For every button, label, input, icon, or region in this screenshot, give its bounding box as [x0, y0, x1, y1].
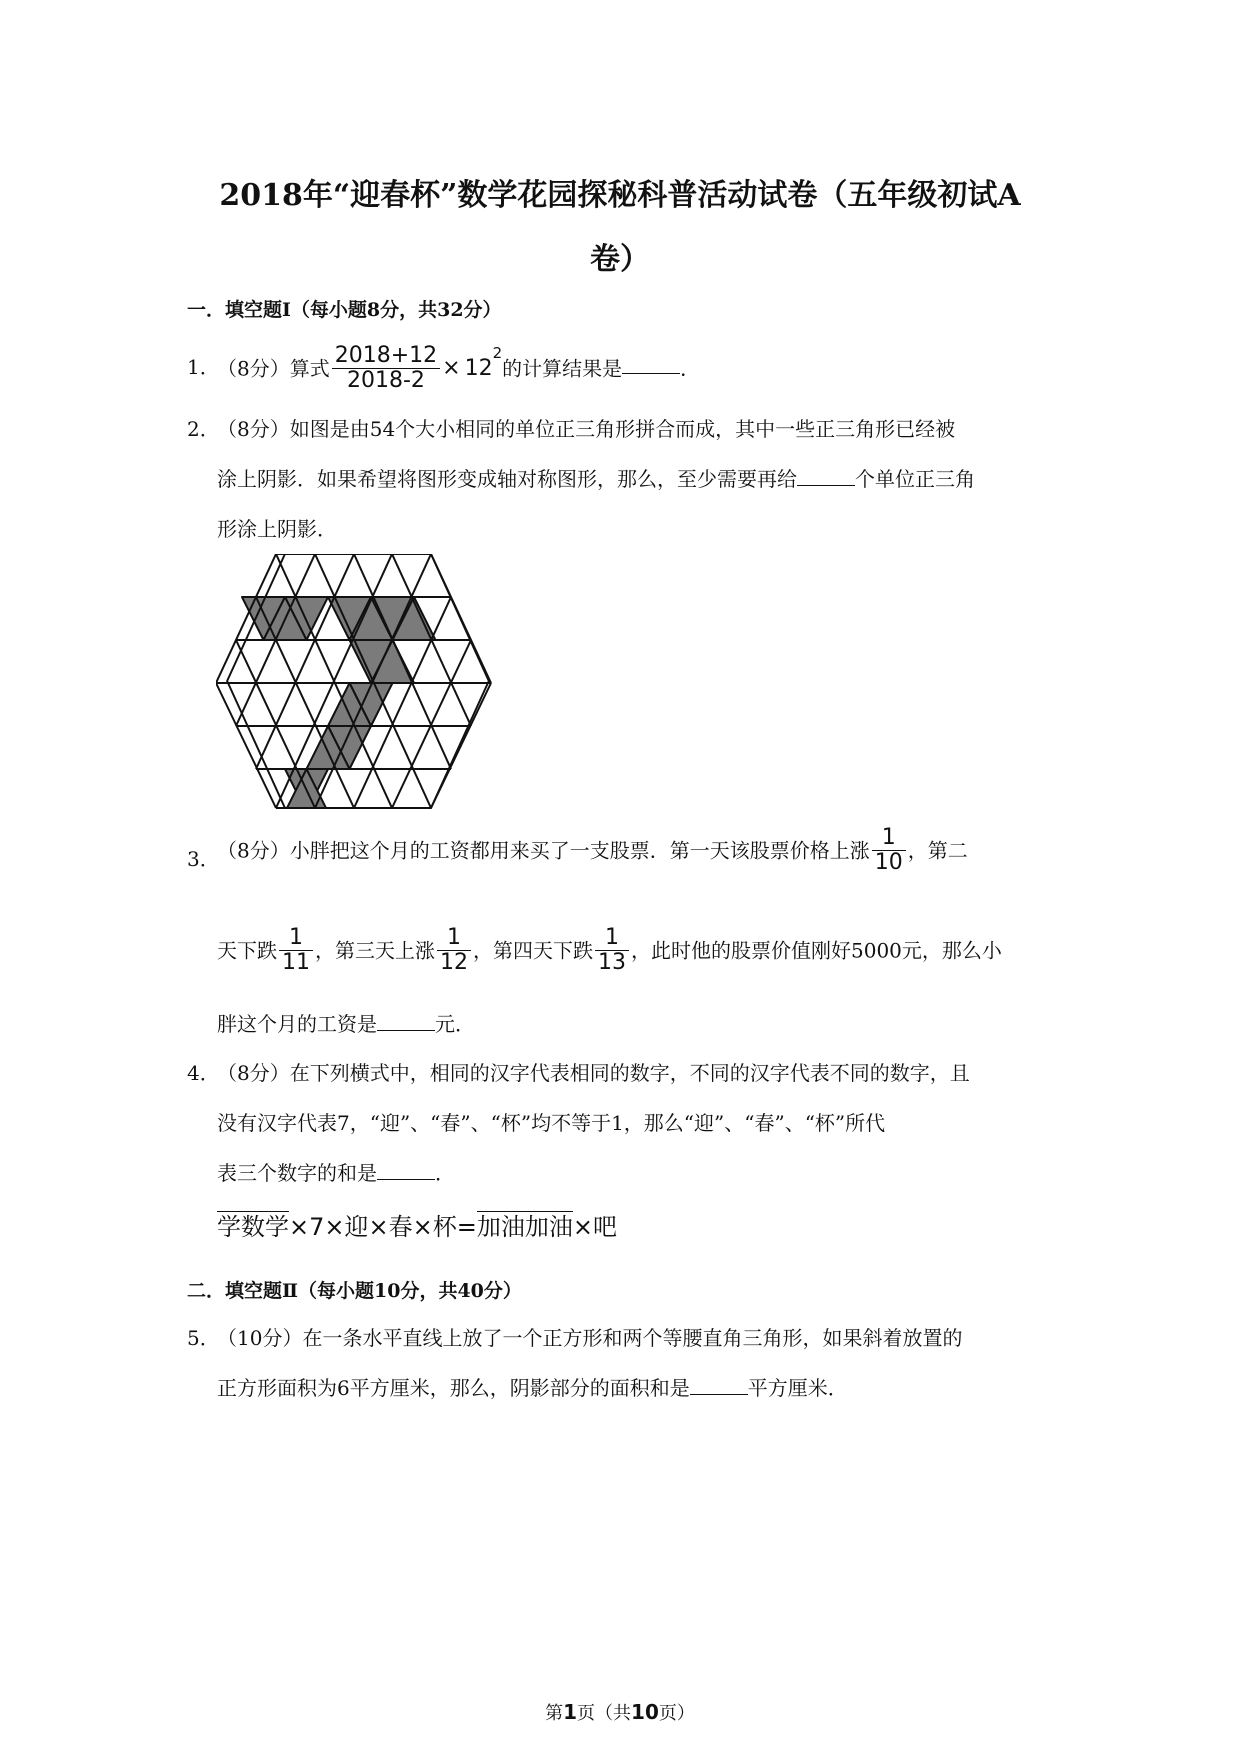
triangle-grid-figure — [216, 554, 506, 809]
power-exponent: 2 — [492, 344, 503, 362]
question-1-fraction — [332, 344, 440, 393]
answer-blank — [377, 1010, 435, 1031]
question-4-equation — [217, 1212, 617, 1242]
equation-term-xueshuxue: 学数学 — [217, 1213, 289, 1241]
question-5-line-2-post: 平方厘米． — [747, 1376, 848, 1400]
answer-blank — [622, 353, 680, 374]
fraction-denominator: 2018-2 — [346, 368, 425, 393]
question-5-line-2 — [217, 1374, 848, 1402]
question-3-text-d: ，此时他的股票价值刚好5000元，那么小 — [631, 938, 1002, 963]
fraction-numerator: 1 — [279, 926, 313, 951]
page-total: 10 — [631, 1700, 659, 1724]
question-3-text-a: 天下跌 — [217, 938, 277, 963]
question-2-line-2-pre: 涂上阴影．如果希望将图形变成轴对称图形，那么，至少需要再给 — [217, 467, 797, 491]
fraction-1-11 — [279, 926, 313, 975]
page-number: 1 — [563, 1700, 578, 1724]
section-heading-1: 一．填空题Ⅰ（每小题8分，共32分） — [187, 299, 502, 321]
question-5-line-1: （10分）在一条水平直线上放了一个正方形和两个等腰直角三角形，如果斜着放置的 — [217, 1326, 963, 1350]
question-2-line-1: （8分）如图是由54个大小相同的单位正三角形拼合而成，其中一些正三角形已经被 — [217, 417, 956, 441]
fraction-denominator: 12 — [440, 950, 468, 975]
question-3-line-2 — [217, 926, 1002, 975]
grid-lines — [216, 554, 491, 808]
question-3-line-1 — [217, 826, 968, 875]
question-4-line-3-post: ． — [435, 1161, 455, 1185]
fraction-1-10 — [872, 826, 906, 875]
equation-term-ba: ×吧 — [572, 1213, 617, 1241]
question-4-number: 4． — [187, 1061, 220, 1085]
question-5-number: 5． — [187, 1326, 220, 1350]
equation-operators: ×7×迎×春×杯= — [289, 1213, 477, 1241]
fraction-denominator: 13 — [598, 950, 626, 975]
footer-post: 页） — [658, 1703, 695, 1724]
question-3-text-c: ，第四天下跌 — [473, 938, 593, 963]
question-1-prefix: （8分）算式 — [217, 356, 330, 381]
question-1-number: 1． — [187, 355, 220, 379]
question-2-line-2 — [217, 465, 975, 493]
footer-mid: 页（共 — [577, 1703, 632, 1724]
question-5-line-2-pre: 正方形面积为6平方厘米，那么，阴影部分的面积和是 — [217, 1376, 690, 1400]
fraction-1-13 — [595, 926, 629, 975]
page-title-line-2: 卷） — [590, 242, 650, 277]
times-sign: × — [442, 355, 461, 381]
question-2-number: 2． — [187, 417, 220, 441]
fraction-denominator: 11 — [282, 950, 310, 975]
footer-pre: 第 — [545, 1703, 564, 1724]
fraction-denominator: 10 — [874, 850, 903, 875]
power-base: 12 — [464, 355, 493, 381]
question-1 — [217, 339, 700, 393]
question-4-line-3 — [217, 1159, 455, 1187]
fraction-numerator: 1 — [872, 826, 906, 851]
question-3-line-1-post: ，第二 — [907, 838, 968, 863]
question-4-line-2: 没有汉字代表7，“迎”、“春”、“杯”均不等于1，那么“迎”、“春”、“杯”所代 — [217, 1111, 886, 1135]
question-4-line-3-pre: 表三个数字的和是 — [217, 1161, 377, 1185]
page-title-line-1: 2018年“迎春杯”数学花园探秘科普活动试卷（五年级初试A — [219, 178, 1021, 213]
question-3-text-b: ，第三天上涨 — [315, 938, 435, 963]
question-2-line-2-post: 个单位正三角 — [855, 467, 975, 491]
question-3-line-3-pre: 胖这个月的工资是 — [217, 1012, 377, 1036]
equation-term-jiayoujiayou: 加油加油 — [476, 1213, 573, 1241]
question-4-line-1: （8分）在下列横式中，相同的汉字代表相同的数字，不同的汉字代表不同的数字，且 — [217, 1061, 970, 1085]
question-2-line-3: 形涂上阴影． — [217, 517, 337, 541]
question-3-number: 3． — [187, 847, 220, 871]
section-heading-2: 二．填空题Ⅱ（每小题10分，共40分） — [187, 1280, 522, 1302]
fraction-numerator: 1 — [437, 926, 471, 951]
fraction-numerator: 1 — [595, 926, 629, 951]
fraction-1-12 — [437, 926, 471, 975]
question-3-line-3 — [217, 1010, 475, 1038]
page-footer — [0, 1700, 1240, 1726]
answer-blank — [377, 1159, 435, 1180]
question-3-line-3-post: 元． — [435, 1012, 475, 1036]
question-3-line-1-pre: （8分）小胖把这个月的工资都用来买了一支股票．第一天该股票价格上涨 — [217, 838, 870, 863]
question-1-suffix: 的计算结果是 — [502, 356, 623, 381]
answer-blank — [797, 465, 855, 486]
answer-blank — [690, 1374, 748, 1395]
question-1-end: ． — [680, 356, 701, 381]
fraction-numerator: 2018+12 — [332, 344, 440, 369]
